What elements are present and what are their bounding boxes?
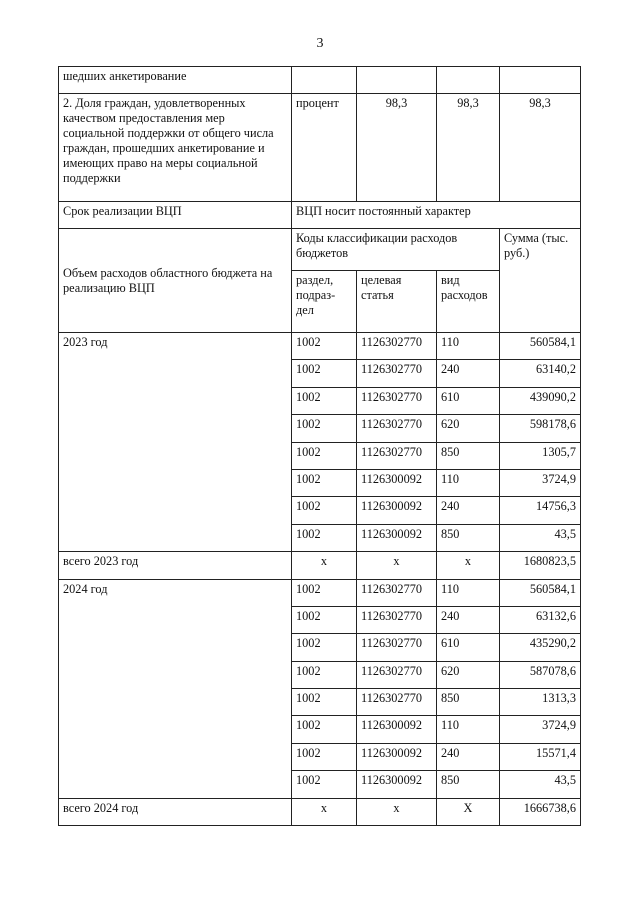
- year-label: 2024 год: [59, 579, 292, 798]
- kind-code: 110: [437, 716, 500, 743]
- section-code: 1002: [292, 634, 357, 661]
- indicator-value: [437, 67, 500, 94]
- target-code: 1126300092: [357, 497, 437, 524]
- section-code: 1002: [292, 606, 357, 633]
- section-code: 1002: [292, 442, 357, 469]
- kind-code: 610: [437, 387, 500, 414]
- total-section: x: [292, 798, 357, 825]
- term-label: Срок реализации ВЦП: [59, 202, 292, 229]
- kind-code: 610: [437, 634, 500, 661]
- sum-value: 560584,1: [500, 333, 581, 360]
- indicator-label: 2. Доля граждан, удовлетворенных качеством предоставления мер социальной поддержки от общего числа граждан, прошедших анкетирование и имеющих право на меры социальной поддержки: [59, 94, 292, 202]
- total-row: [59, 798, 581, 825]
- budget-row: [59, 579, 581, 606]
- sum-value: 435290,2: [500, 634, 581, 661]
- target-code: 1126300092: [357, 469, 437, 496]
- target-code: 1126302770: [357, 579, 437, 606]
- section-code: 1002: [292, 387, 357, 414]
- sum-value: 439090,2: [500, 387, 581, 414]
- kind-code: 240: [437, 497, 500, 524]
- kind-code: 850: [437, 524, 500, 551]
- section-code: 1002: [292, 771, 357, 798]
- sum-value: 1305,7: [500, 442, 581, 469]
- total-section: x: [292, 552, 357, 579]
- budget-label: Объем расходов областного бюджета на реализацию ВЦП: [59, 229, 292, 333]
- indicator-unit: [292, 67, 357, 94]
- indicator-value: [500, 67, 581, 94]
- kind-code: 620: [437, 415, 500, 442]
- total-row: [59, 552, 581, 579]
- sum-value: 43,5: [500, 771, 581, 798]
- total-target: x: [357, 552, 437, 579]
- sum-value: 587078,6: [500, 661, 581, 688]
- col-section-header: раздел, подраз-дел: [292, 271, 357, 333]
- indicator-label: шедших анкетирование: [59, 67, 292, 94]
- target-code: 1126302770: [357, 689, 437, 716]
- section-code: 1002: [292, 716, 357, 743]
- sum-value: 63140,2: [500, 360, 581, 387]
- sum-value: 43,5: [500, 524, 581, 551]
- col-target-header: целевая статья: [357, 271, 437, 333]
- total-label: всего 2024 год: [59, 798, 292, 825]
- total-target: x: [357, 798, 437, 825]
- total-label: всего 2023 год: [59, 552, 292, 579]
- kind-code: 110: [437, 333, 500, 360]
- section-code: 1002: [292, 743, 357, 770]
- target-code: 1126302770: [357, 442, 437, 469]
- target-code: 1126300092: [357, 716, 437, 743]
- section-code: 1002: [292, 360, 357, 387]
- indicator-unit: процент: [292, 94, 357, 202]
- kind-code: 850: [437, 689, 500, 716]
- year-label: 2023 год: [59, 333, 292, 552]
- target-code: 1126302770: [357, 415, 437, 442]
- kind-code: 850: [437, 771, 500, 798]
- indicator-row: [59, 67, 581, 94]
- kind-code: 240: [437, 743, 500, 770]
- target-code: 1126302770: [357, 634, 437, 661]
- term-row: [59, 202, 581, 229]
- sum-value: 3724,9: [500, 469, 581, 496]
- indicator-value: 98,3: [357, 94, 437, 202]
- total-sum: 1680823,5: [500, 552, 581, 579]
- budget-row: [59, 333, 581, 360]
- kind-code: 110: [437, 579, 500, 606]
- target-code: 1126302770: [357, 606, 437, 633]
- kind-code: 620: [437, 661, 500, 688]
- kind-code: 110: [437, 469, 500, 496]
- target-code: 1126300092: [357, 524, 437, 551]
- sum-value: 1313,3: [500, 689, 581, 716]
- indicator-row: [59, 94, 581, 202]
- sum-value: 15571,4: [500, 743, 581, 770]
- section-code: 1002: [292, 689, 357, 716]
- section-code: 1002: [292, 469, 357, 496]
- indicator-value: 98,3: [500, 94, 581, 202]
- sum-value: 3724,9: [500, 716, 581, 743]
- sum-value: 63132,6: [500, 606, 581, 633]
- budget-header-row: [59, 229, 581, 271]
- sum-value: 560584,1: [500, 579, 581, 606]
- page-number: 3: [316, 36, 324, 51]
- kind-code: 240: [437, 606, 500, 633]
- section-code: 1002: [292, 661, 357, 688]
- sum-title: Сумма (тыс. руб.): [500, 229, 581, 333]
- kind-code: 850: [437, 442, 500, 469]
- kind-code: 240: [437, 360, 500, 387]
- sum-value: 14756,3: [500, 497, 581, 524]
- target-code: 1126300092: [357, 771, 437, 798]
- target-code: 1126300092: [357, 743, 437, 770]
- codes-title: Коды классификации расходов бюджетов: [292, 229, 500, 271]
- target-code: 1126302770: [357, 333, 437, 360]
- target-code: 1126302770: [357, 360, 437, 387]
- term-value: ВЦП носит постоянный характер: [292, 202, 581, 229]
- col-kind-header: вид расходов: [437, 271, 500, 333]
- total-kind: x: [437, 552, 500, 579]
- section-code: 1002: [292, 333, 357, 360]
- section-code: 1002: [292, 415, 357, 442]
- section-code: 1002: [292, 497, 357, 524]
- total-sum: 1666738,6: [500, 798, 581, 825]
- total-kind: X: [437, 798, 500, 825]
- program-passport-table: [58, 66, 581, 826]
- target-code: 1126302770: [357, 387, 437, 414]
- target-code: 1126302770: [357, 661, 437, 688]
- indicator-value: [357, 67, 437, 94]
- sum-value: 598178,6: [500, 415, 581, 442]
- indicator-value: 98,3: [437, 94, 500, 202]
- section-code: 1002: [292, 524, 357, 551]
- section-code: 1002: [292, 579, 357, 606]
